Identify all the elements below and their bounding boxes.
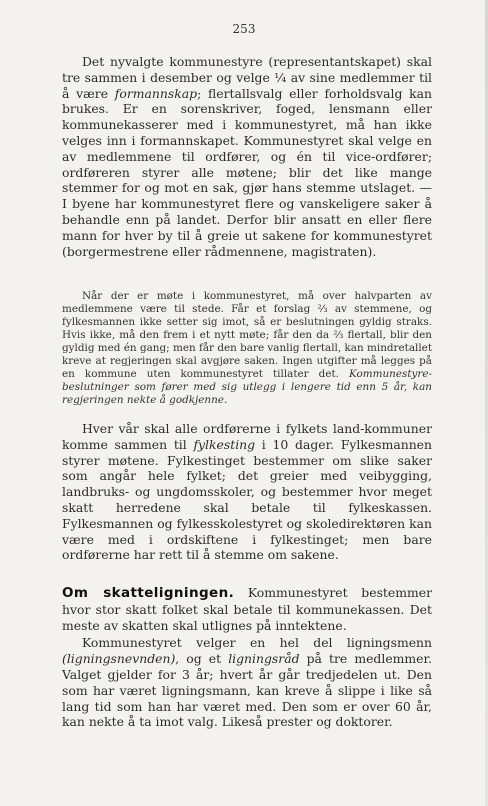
fraction: ⅔: [333, 329, 344, 341]
section-heading: Om skatteligningen.: [62, 585, 235, 601]
paragraph-text: [62, 54, 432, 259]
page-number: 253: [232, 22, 256, 36]
fraction: ⅔: [317, 303, 328, 315]
note-text: [62, 290, 432, 407]
text-run: flertall, blir den gyldig med én gang; men får den bare vanlig flertall, kan mindretallet kreve at regjeringen skal avgjøre saken. Ingen utgifter må legges på en kommune uten kommunestyret tillater det.: [62, 329, 432, 380]
text-run: , og et: [175, 651, 229, 667]
text-run: i 10 dager. Fylkesmannen styrer møtene. Fylkestinget bestemmer om slike saker som angår hele fylket; det greier med veibygging, landbruks- og ungdomsskoler, og bestemmer hvor meget skatt herredene skal betale til fylkeskassen. Fylkesmannen og fylkesskolestyret og skoledirektøren kan være med i ordskiftene i fylkestinget; men bare ordførerne har rett til å stemme om sakene.: [62, 436, 432, 563]
text-run: ; flertallsvalg eller forholdsvalg kan brukes. Er en sorenskriver, foged, lensmann eller kommunekasserer med i kommunestyret, må han ikke velges inn i formannskapet. Kommunestyret skal velge en av medlemmene til ordfører, og én til vice-ordfører; ordføreren styrer alle møtene; blir det like mange stemmer for og mot en sak, gjør hans stemme utslaget. — I byene har kommunestyret flere og vanskeligere saker å behandle enn på landet. Derfor blir ansatt en eller flere mann for hver by til å greie ut sakene for kommunestyret (borgermestrene eller rådmennene, magistraten).: [62, 85, 433, 259]
paragraph-fylkesting: [62, 421, 432, 563]
text-run: på tre medlemmer. Valget gjelder for 3 år; hvert år går tredjedelen ut. Den som har været ligningsmann, kan kreve å slippe i like så lang tid som han har været med. Den som er over 60 år, kan nekte å ta imot valg. Likeså prester og doktorer.: [62, 651, 432, 730]
paragraph-formannskap: [62, 54, 432, 259]
paragraph-text: [62, 635, 432, 730]
term-fylkesting: fylkesting: [193, 436, 256, 452]
text-run: Det nyvalgte kommunestyre (representantskapet) skal tre sammen i desember og velge: [62, 54, 432, 85]
text-run: av stemmene, og fylkesmannen ikke setter sig imot, så er beslutningen gyldig straks. Hvis ikke, må den frem i et nytt møte; får den da: [62, 303, 432, 341]
text-run: av sine medlemmer til å være: [62, 69, 432, 101]
text-run: Kommunestyret velger en hel del ligningsmenn: [82, 635, 432, 651]
fraction: ¼: [274, 69, 287, 85]
paragraph-text: [62, 585, 432, 633]
term-formannskap: formannskap: [114, 85, 198, 101]
note-paragraph: [62, 290, 432, 407]
text-run: Hver vår skal alle ordførerne i fylkets land-kommuner komme sammen til: [62, 421, 432, 452]
text-run: Når der er møte i kommunestyret, må over halvparten av medlemmene være til stede. Får et forslag: [62, 290, 432, 315]
text-run: Kommunestyret bestemmer hvor stor skatt folket skal betale til kommunekassen. Det meste av skatten skal utlignes på inntektene.: [62, 585, 432, 633]
term-ligningsnevnden: (ligningsnevnden): [62, 651, 176, 667]
section-skatteligningen: [62, 585, 432, 730]
note-italic: Kommunestyre-beslutninger som fører med sig utlegg i lengere tid enn 5 år, kan regjeringen nekte å godkjenne.: [62, 368, 432, 406]
term-ligningsraad: ligningsråd: [228, 651, 300, 667]
paragraph-text: [62, 421, 432, 563]
